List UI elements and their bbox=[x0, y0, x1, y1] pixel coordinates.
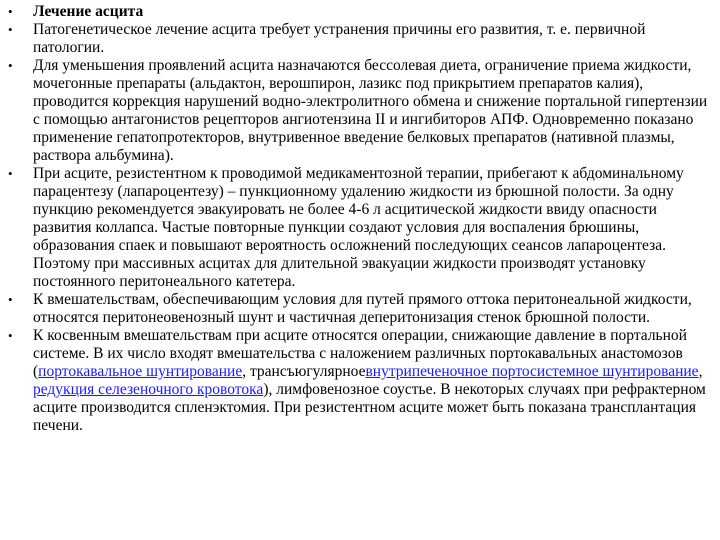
bullet-icon: • bbox=[8, 166, 13, 181]
bullet-icon: • bbox=[8, 292, 13, 307]
list-item-direct-drainage bbox=[8, 291, 708, 327]
bullet-icon: • bbox=[8, 58, 13, 73]
bullet-list bbox=[8, 3, 708, 435]
section-title: Лечение асцита bbox=[33, 3, 144, 20]
link-portocaval-shunting[interactable]: портокавальное шунтирование bbox=[38, 363, 243, 380]
bullet-icon: • bbox=[8, 22, 13, 37]
bullet-icon: • bbox=[8, 4, 13, 19]
paragraph-text: При асците, резистентном к проводимой медикаментозной терапии, прибегают к абдоминальному парацентезу (лапароцентезу) – пункционному удалению жидкости из брюшной полости. За одну пункцию рекомендуется эвакуировать не более 4-6 л асцитической жидкости ввиду опасности развития коллапса. Частые повторные пункции создают условия для воспаления брюшины, образования спаек и повышают вероятность осложнений последующих сеансов лапароцентеза. Поэтому при массивных асцитах для длительной эвакуации жидкости производят установку постоянного перитонеального катетера. bbox=[33, 165, 684, 290]
paragraph-text: К вмешательствам, обеспечивающим условия для путей прямого оттока перитонеальной жидкости, относятся перитонеовенозный шунт и частичная деперитонизация стенок брюшной полости. bbox=[33, 291, 692, 326]
list-item-pathogenetic bbox=[8, 21, 708, 57]
paragraph-text: Патогенетическое лечение асцита требует устранения причины его развития, т. е. первичной патологии. bbox=[33, 21, 646, 56]
paragraph-text-part4: ), лимфовенозное соустье. В некоторых случаях при рефрактерном асците производится спленэктомия. При резистентном асците может быть показана трансплантация печени. bbox=[33, 381, 706, 434]
link-splenic-flow-reduction[interactable]: редукция селезеночного кровотока bbox=[33, 381, 264, 398]
bullet-icon: • bbox=[8, 328, 13, 343]
paragraph-text: Для уменьшения проявлений асцита назначаются бессолевая диета, ограничение приема жидкости, мочегонные препараты (альдактон, верошпирон, лазикс под прикрытием препаратов калия), проводится коррекция нарушений водно-электролитного обмена и снижение портальной гипертензии с помощью антагонистов рецепторов ангиотензина II и ингибиторов АПФ. Одновременно показано применение гепатопротекторов, внутривенное введение белковых препаратов (нативной плазмы, раствора альбумина). bbox=[33, 57, 708, 164]
list-item-title bbox=[8, 3, 708, 21]
paragraph-text-part3: , bbox=[698, 363, 703, 380]
paragraph-text-part1: К косвенным вмешательствам при асците относятся операции, снижающие давление в портальной системе. В их число входят вмешательства с наложением различных портокавальных анастомозов ( bbox=[33, 327, 687, 380]
list-item-indirect-interventions bbox=[8, 327, 708, 435]
list-item-paracentesis bbox=[8, 165, 708, 291]
paragraph-text-part2: , трансъюгулярное bbox=[242, 363, 366, 380]
list-item-symptomatic bbox=[8, 57, 708, 165]
link-tips-shunting[interactable]: внутрипеченочное портосистемное шунтирование bbox=[365, 363, 699, 380]
